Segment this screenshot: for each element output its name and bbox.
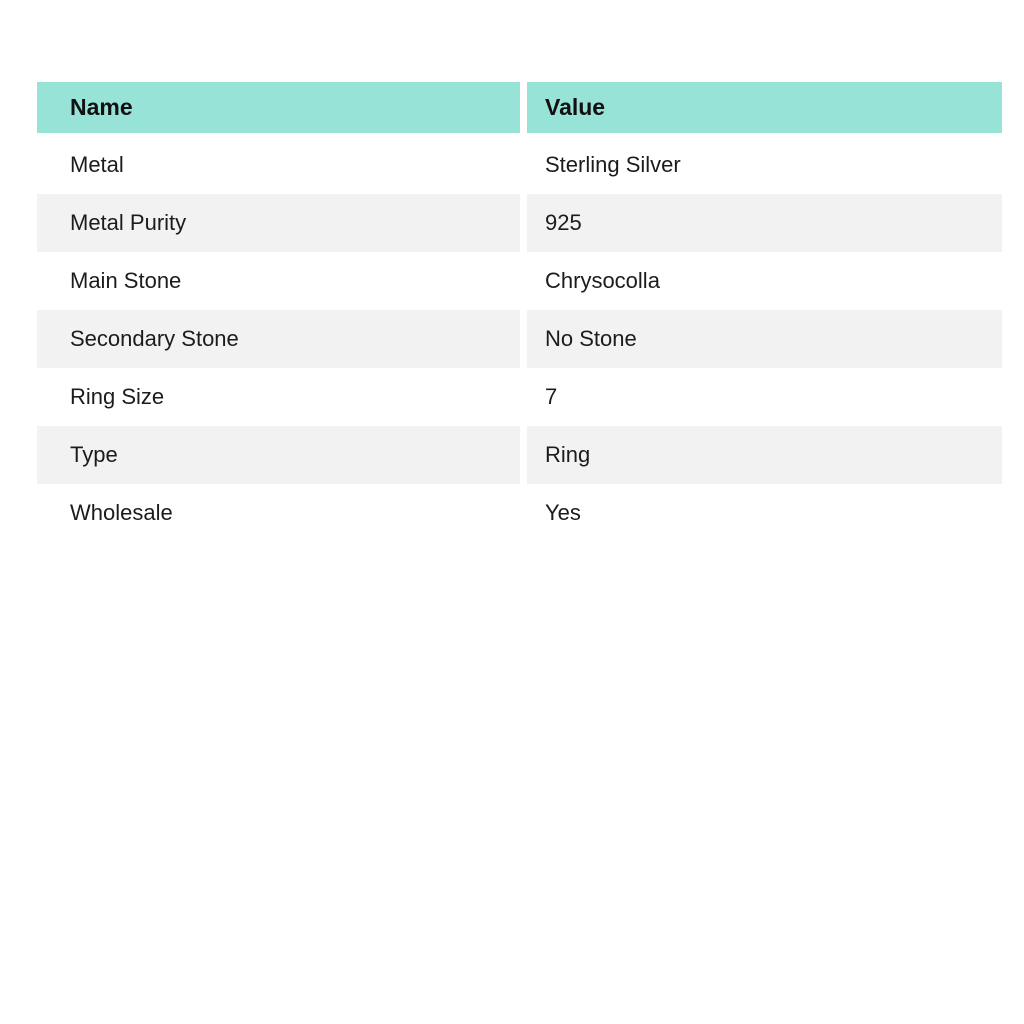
spec-value-cell: 7 <box>527 368 1002 426</box>
spec-name-cell: Metal <box>37 136 527 194</box>
spec-name-cell: Secondary Stone <box>37 310 527 368</box>
spec-value-cell: 925 <box>527 194 1002 252</box>
spec-value-cell: Chrysocolla <box>527 252 1002 310</box>
table-row <box>37 194 1002 252</box>
table-row <box>37 252 1002 310</box>
product-specs-table <box>37 82 1002 542</box>
table-row <box>37 426 1002 484</box>
table-header-row <box>37 82 1002 136</box>
header-cell-name: Name <box>37 82 527 136</box>
spec-name-cell: Metal Purity <box>37 194 527 252</box>
header-cell-value: Value <box>527 82 1002 136</box>
table-row <box>37 368 1002 426</box>
table-body <box>37 136 1002 542</box>
table-row <box>37 310 1002 368</box>
spec-name-cell: Ring Size <box>37 368 527 426</box>
spec-value-cell: Yes <box>527 484 1002 542</box>
table-row <box>37 136 1002 194</box>
spec-name-cell: Wholesale <box>37 484 527 542</box>
spec-value-cell: No Stone <box>527 310 1002 368</box>
table-head <box>37 82 1002 136</box>
spec-name-cell: Type <box>37 426 527 484</box>
spec-value-cell: Sterling Silver <box>527 136 1002 194</box>
spec-name-cell: Main Stone <box>37 252 527 310</box>
table-row <box>37 484 1002 542</box>
spec-value-cell: Ring <box>527 426 1002 484</box>
